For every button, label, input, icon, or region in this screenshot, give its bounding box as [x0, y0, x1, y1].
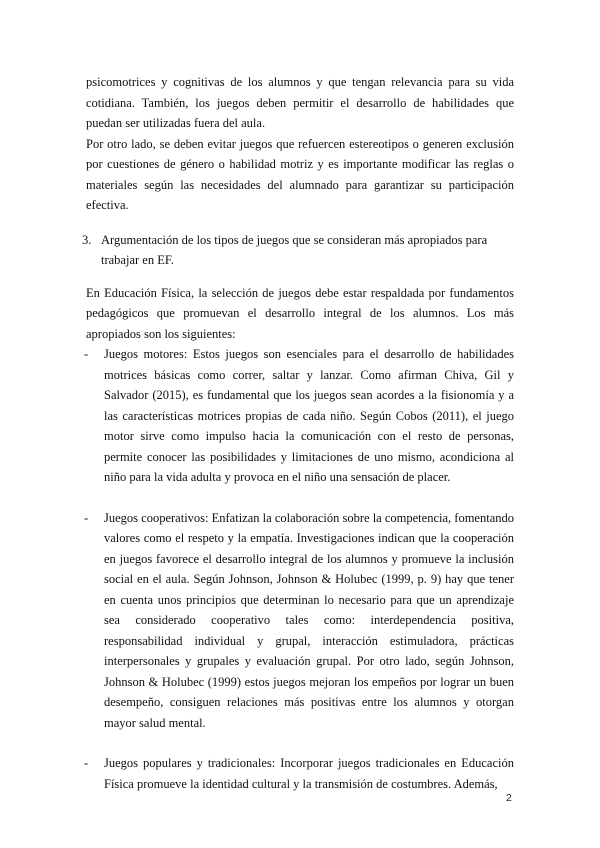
- section-heading-text: Argumentación de los tipos de juegos que se consideran más apropiados para trabajar en EF.: [101, 232, 488, 267]
- paragraph-avoid-games: Por otro lado, se deben evitar juegos que refuercen estereotipos o generen exclusión por cuestiones de género o habilidad motriz y es importante modificar las reglas o materiales según las necesidades del alumnado para garantizar su participación efectiva.: [86, 136, 514, 212]
- paragraph-intro-continued: psicomotrices y cognitivas de los alumnos y que tengan relevancia para su vida cotidiana. También, los juegos deben permitir el desarrollo de habilidades que puedan ser utilizadas fuera del aula.: [86, 75, 514, 130]
- page-number: 2: [506, 792, 512, 804]
- section-number: 3.: [82, 232, 92, 247]
- section-heading: [82, 230, 514, 271]
- page-body: [82, 72, 514, 794]
- list-bullet: -: [84, 510, 89, 525]
- list-item-text: Juegos cooperativos: Enfatizan la colaboración sobre la competencia, fomentando valores como el respeto y la empatía. Investigaciones indican que la cooperación en juegos favorece el desarrollo integral de los alumnos y promueve la inclusión social en el aula. Según Johnson, Johnson & Holubec (1999, p. 9) hay que tener en cuenta unos principios que determinan lo necesario para que un aprendizaje sea considerado cooperativo tales como: interdependencia positiva, responsabilidad individual y grupal, interacción estimuladora, prácticas interpersonales y grupales y evaluación grupal. Por otro lado, según Johnson, Johnson & Holubec (1999) estos juegos mejoran los empeños por lograr un buen desempeño, consiguen relaciones más positivas entre los alumnos y otorgan mayor salud mental.: [104, 510, 514, 730]
- list-item-text: Juegos motores: Estos juegos son esenciales para el desarrollo de habilidades motrices básicas como correr, saltar y lanzar. Como afirman Chiva, Gil y Salvador (2015), es fundamental que los juegos sean acordes a la fisionomía y a las características motrices propias de cada niño. Según Cobos (2011), el juego motor sirve como impulso hacia la comunicación con el resto de personas, permite conocer las posibilidades y limitaciones de uno mismo, acondiciona al niño para la vida adulta y provoca en el niño una sensación de placer.: [104, 347, 514, 484]
- list-item-cooperative-games: [86, 508, 514, 734]
- list-item-text: Juegos populares y tradicionales: Incorporar juegos tradicionales en Educación Física promueve la identidad cultural y la transmisión de costumbres. Además,: [104, 756, 514, 791]
- list-item-traditional-games: [86, 753, 514, 794]
- list-bullet: -: [84, 756, 89, 770]
- paragraph-section-intro: En Educación Física, la selección de juegos debe estar respaldada por fundamentos pedagógicos que promuevan el desarrollo integral de los alumnos. Los más apropiados son los siguientes:: [86, 285, 514, 341]
- list-item-motor-games: [86, 344, 514, 488]
- list-bullet: -: [84, 347, 89, 361]
